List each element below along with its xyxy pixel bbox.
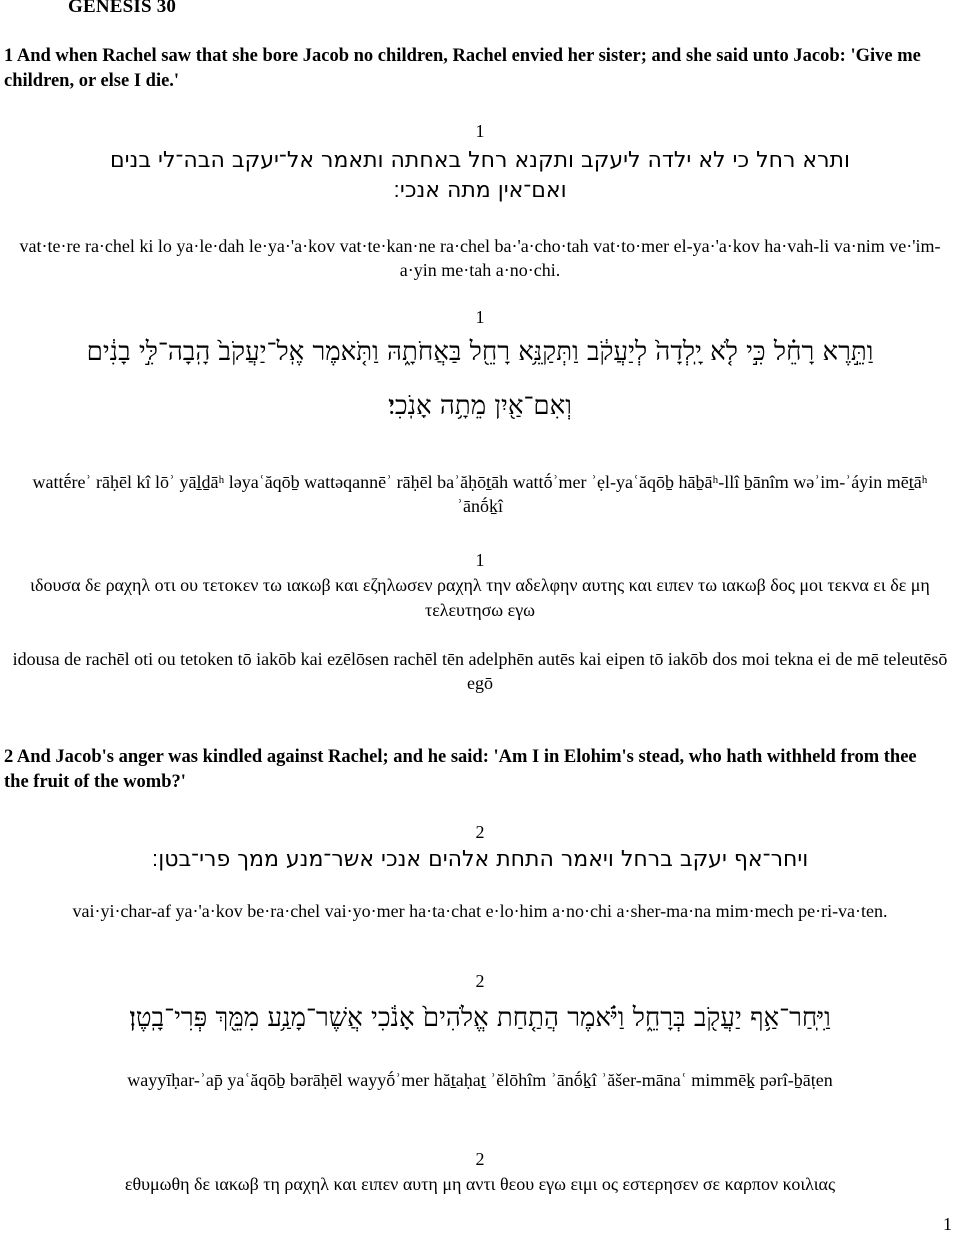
verse-number: 2 xyxy=(475,822,485,842)
hebrew-pointed-line: וְאִם־אַ֖יִן מֵתָ֥ה אָנֹֽכִי׃ xyxy=(388,391,572,421)
greek-text: ιδουσα δε ραχηλ οτι ου τετοκεν τω ιακωβ και εζηλωσεν ραχηλ την αδελφην αυτης και ειπεν τω ιακωβ δος μοι τεκνα ει δε μη τελευτησω εγω xyxy=(30,575,930,620)
transliteration-academic: wattḗreʾ rāḥēl kî lōʾ yāḻḏāʰ ləyaʿăqōḇ wattəqannēʾ rāḥēl baʾăḥōṯāh wattṓʾmer ʾẹl-yaʿăqōḇ hāḇāʰ-llî ḇānîm wəʾim-ʾáyin mēṯāʰ ʾānṓḵî xyxy=(32,472,928,516)
hebrew-pointed-line: וַיִּֽחַר־אַ֥ף יַעֲקֹ֖ב בְּרָחֵ֑ל וַיֹּ֗אמֶר הֲתַ֤חַת אֱלֹהִים֙ אָנֹ֔כִי אֲשֶׁר־מָנַ֥ע מִמֵּ֖ךְ פְּרִי־בָֽטֶן׃ xyxy=(129,1003,831,1033)
verse-number: 1 xyxy=(475,307,485,327)
hebrew-plain-line: ותרא רחל כי לא ילדה ליעקב ותקנא רחל באחתה ותאמר אל־יעקב הבה־לי בנים xyxy=(110,148,850,173)
hebrew-plain-line: ואם־אין מתה אנכי׃ xyxy=(393,178,567,203)
hebrew-pointed-line: וַתֵּ֣רֶא רָחֵ֗ל כִּ֣י לֹ֤א יָֽלְדָה֙ לְיַעֲקֹ֔ב וַתְּקַנֵּ֥א רָחֵ֖ל בַּאֲחֹתָ֑הּ וַתֹּ֤אמֶר אֶֽל־יַעֲקֹב֙ הָֽבָה־לִּ֣י בָנִ֔ים xyxy=(86,337,874,367)
greek-transliteration: idousa de rachēl oti ou tetoken tō iakōb kai ezēlōsen rachēl tēn adelphēn autēs kai eipen tō iakōb dos moi tekna ei de mē teleutēsō egō xyxy=(12,649,948,693)
page-title: GENESIS 30 xyxy=(68,0,177,17)
verse-number: 1 xyxy=(475,121,485,141)
english-verse: 1 And when Rachel saw that she bore Jacob no children, Rachel envied her sister; and she said unto Jacob: 'Give me children, or else I die.' xyxy=(4,46,921,91)
verse-1 xyxy=(0,44,960,94)
verse-number: 2 xyxy=(475,971,485,991)
hebrew-plain-line: ויחר־אף יעקב ברחל ויאמר התחת אלהים אנכי אשר־מנע ממך פרי־בטן׃ xyxy=(151,847,809,872)
transliteration-syllabic: vai·yi·char-af ya·'a·kov be·ra·chel vai·yo·mer ha·ta·chat e·lo·him a·no·chi a·sher-ma·na mim·mech pe·ri-va·ten. xyxy=(72,901,888,921)
verse-2 xyxy=(0,745,960,795)
verse-number: 2 xyxy=(475,1149,485,1169)
page-number: 1 xyxy=(943,1214,952,1234)
verse-number: 1 xyxy=(475,550,485,570)
transliteration-syllabic: vat·te·re ra·chel ki lo ya·le·dah le·ya·'a·kov vat·te·kan·ne ra·chel ba·'a·cho·tah vat·to·mer el-ya·'a·kov ha·vah-li va·nim ve·'im-a·yin me·tah a·no·chi. xyxy=(19,236,941,280)
transliteration-academic: wayyīḥar-ʾap̄ yaʿăqōḇ bərāḥēl wayyṓʾmer hăṯaḥaṯ ʾĕlōhîm ʾānṓḵî ʾăšer-mānaʿ mimmēḵ pərî-ḇāṭen xyxy=(127,1070,833,1090)
english-verse: 2 And Jacob's anger was kindled against Rachel; and he said: 'Am I in Elohim's stead, who hath withheld from thee the fruit of the womb?' xyxy=(4,747,917,792)
greek-text: εθυμωθη δε ιακωβ τη ραχηλ και ειπεν αυτη μη αντι θεου εγω ειμι ος εστερησεν σε καρπον κοιλιας xyxy=(124,1174,836,1194)
